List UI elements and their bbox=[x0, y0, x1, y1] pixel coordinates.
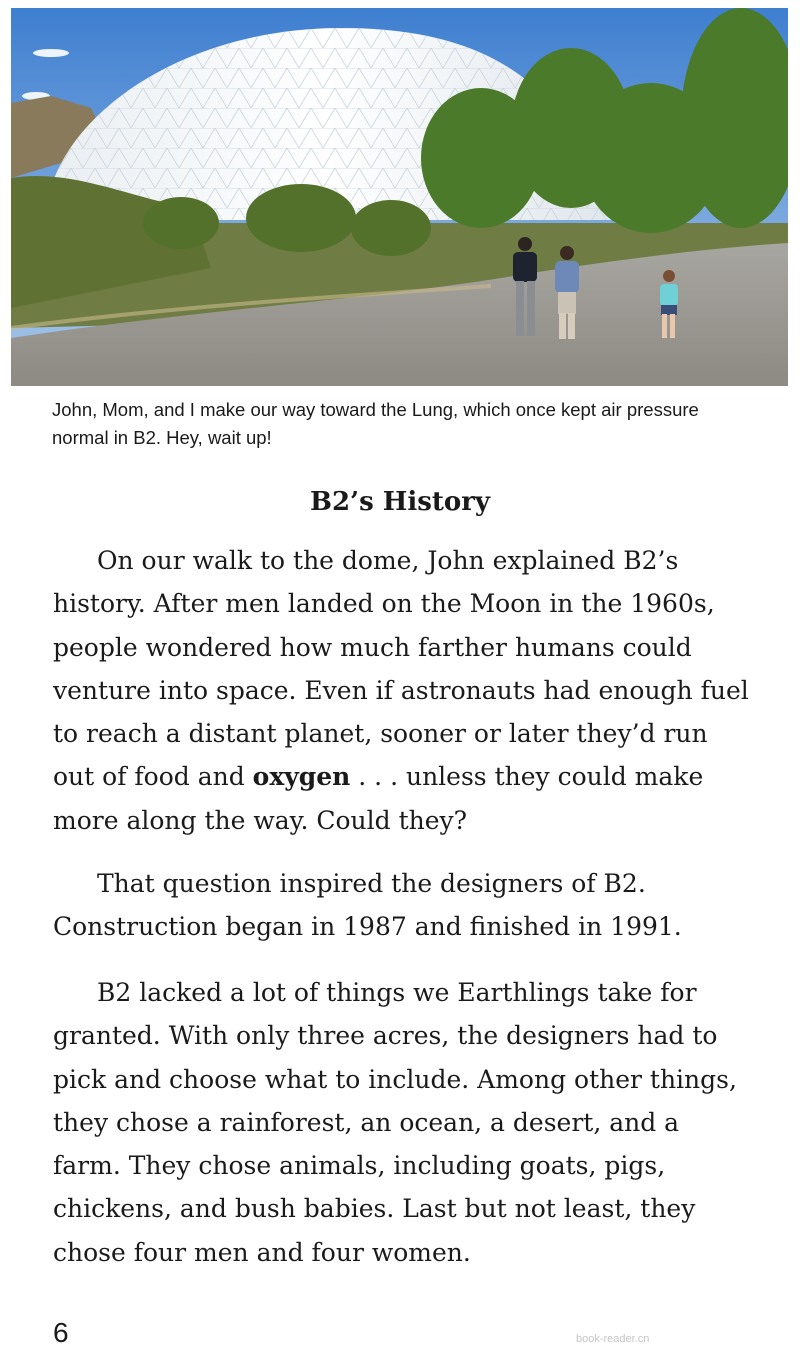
paragraph-1 bbox=[53, 539, 753, 842]
glossary-term-oxygen: oxygen bbox=[252, 762, 351, 792]
paragraph-2: That question inspired the designers of B2. Construction began in 1987 and finished in 1991. bbox=[53, 869, 682, 942]
photo-caption: John, Mom, and I make our way toward the Lung, which once kept air pressure normal in B2. Hey, wait up! bbox=[52, 399, 699, 448]
watermark: book-reader.cn bbox=[576, 1333, 650, 1345]
page-number: 6 bbox=[53, 1317, 69, 1348]
paragraph-1-text-b: . . . unless they could make more along the way. Could they? bbox=[53, 762, 704, 835]
photo bbox=[11, 8, 788, 386]
paragraph-1-text-a: On our walk to the dome, John explained B2’s history. After men landed on the Moon in the 1960s, people wondered how much farther humans could venture into space. Even if astronauts had enough fuel to reach a distant planet, sooner or later they’d run out of food and bbox=[53, 546, 749, 792]
paragraph-3: B2 lacked a lot of things we Earthlings take for granted. With only three acres, the designers had to pick and choose what to include. Among other things, they chose a rainforest, an ocean, a desert, and a farm. They chose animals, including goats, pigs, chickens, and bush babies. Last but not least, they chose four men and four women. bbox=[53, 978, 737, 1267]
biosphere-dome-photo-icon bbox=[11, 8, 788, 386]
section-heading: B2’s History bbox=[309, 487, 491, 517]
